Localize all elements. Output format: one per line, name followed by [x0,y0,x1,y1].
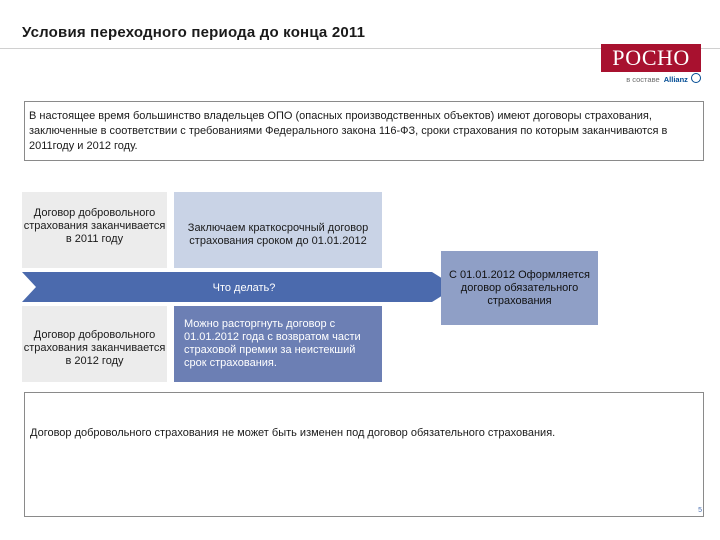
action-2012-text: Можно расторгнуть договор с 01.01.2012 года с возвратом части страховой премии за неистекший срок страхования. [184,318,361,369]
result-text: С 01.01.2012 Оформляется договор обязательного страхования [448,268,590,307]
intro-text: В настоящее время большинство владельцев ОПО (опасных производственных объектов) имеют договоры страхования, заключенные в соответствии с требованиями Федерального закона 116-ФЗ, сроки страхования по которым заканчиваются в 2011году и 2012 году. [24,101,704,161]
slide-title: Условия переходного периода до конца 2011 [22,24,366,41]
case-2012-box [22,306,167,382]
logo-subtitle-brand: Allianz [663,75,688,84]
action-2012-box [174,306,382,382]
logo-subtitle [601,73,701,85]
result-box [441,251,598,325]
case-2012-text: Договор добровольного страхования заканчивается в 2012 году [23,328,166,367]
question-label: Что делать? [212,282,276,294]
rosno-logo: РОСНО [601,44,701,72]
case-2011-text: Договор добровольного страхования заканчивается в 2011 году [23,206,166,245]
case-2011-box [22,192,167,268]
logo-subtitle-prefix: в составе [626,75,660,84]
allianz-eagle-icon [691,73,701,83]
footer-note: Договор добровольного страхования не может быть изменен под договор обязательного страхования. [24,392,704,517]
action-2011-box [174,192,382,268]
action-2011-text: Заключаем краткосрочный договор страхования сроком до 01.01.2012 [187,222,369,247]
page-number: 5 [698,507,702,514]
